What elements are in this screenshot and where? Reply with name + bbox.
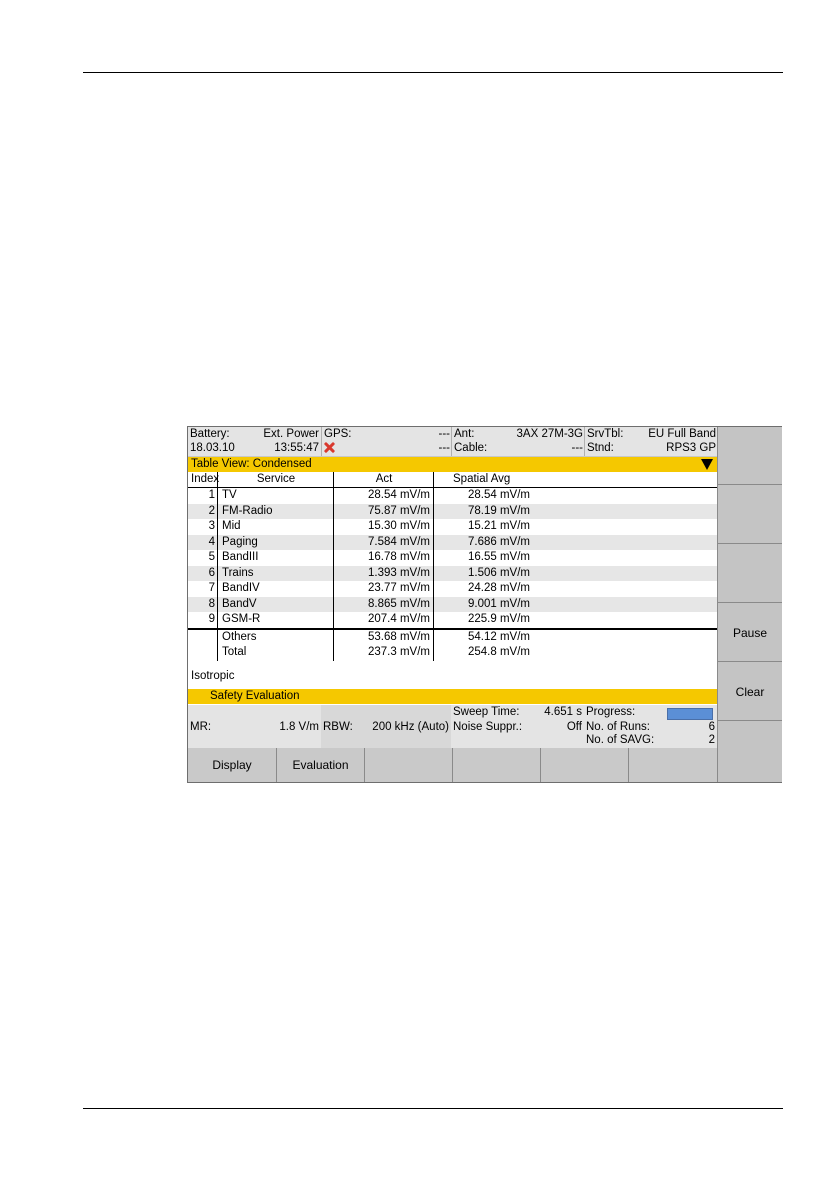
table-row[interactable] (188, 612, 717, 630)
header-act: Act (335, 472, 434, 487)
row-act: 1.393 mV/m (335, 566, 434, 582)
row-service: BandIII (219, 550, 334, 566)
row-avg: 1.506 mV/m (468, 566, 530, 579)
status-gps-cell (321, 427, 452, 456)
row-act: 53.68 mV/m (335, 630, 434, 646)
row-index: 8 (188, 597, 218, 613)
progress-fill (668, 709, 712, 719)
row-act: 8.865 mV/m (335, 597, 434, 613)
side-softkey-1[interactable] (718, 427, 782, 485)
mr-cell (188, 705, 321, 748)
row-index: 9 (188, 612, 218, 628)
row-service: Trains (219, 566, 334, 582)
status-antenna-cell (451, 427, 585, 456)
date-value: 18.03.10 (190, 442, 235, 454)
header-index: Index (188, 472, 218, 487)
row-service: FM-Radio (219, 504, 334, 520)
softkey-3[interactable] (364, 748, 452, 782)
stnd-value: RPS3 GP (666, 442, 716, 454)
table-row-others[interactable] (188, 630, 717, 646)
noise-suppr-label: Noise Suppr.: (453, 721, 523, 733)
table-row[interactable] (188, 597, 717, 613)
srvtbl-value: EU Full Band (648, 428, 716, 440)
header-service: Service (219, 472, 334, 487)
srvtbl-label: SrvTbl: (587, 428, 624, 440)
progress-label: Progress: (586, 706, 636, 718)
row-avg: 15.21 mV/m (468, 520, 530, 532)
battery-label: Battery: (190, 428, 230, 440)
table-row[interactable] (188, 581, 717, 597)
measurement-info-panel (188, 705, 717, 748)
safety-evaluation-title: Safety Evaluation (210, 690, 300, 702)
time-value: 13:55:47 (274, 442, 319, 454)
savg-value: 2 (708, 734, 715, 746)
table-header-row (188, 472, 717, 488)
cable-label: Cable: (454, 442, 488, 454)
row-index: 1 (188, 488, 218, 504)
runs-value: 6 (708, 721, 715, 733)
table-row[interactable] (188, 504, 717, 520)
row-act: 7.584 mV/m (335, 535, 434, 551)
savg-label: No. of SAVG: (586, 734, 655, 746)
row-service: GSM-R (219, 612, 334, 628)
table-row[interactable] (188, 550, 717, 566)
row-act: 23.77 mV/m (335, 581, 434, 597)
evaluation-softkey[interactable]: Evaluation (276, 748, 364, 782)
row-act: 15.30 mV/m (335, 519, 434, 535)
row-service: Total (219, 645, 334, 661)
instrument-screen (187, 426, 782, 783)
row-index: 7 (188, 581, 218, 597)
isotropic-label: Isotropic (191, 670, 235, 682)
row-service: BandIV (219, 581, 334, 597)
mr-value: 1.8 V/m (279, 721, 319, 733)
page-top-rule (83, 72, 783, 73)
table-row[interactable] (188, 566, 717, 582)
sweep-time-value: 4.651 s (544, 706, 582, 718)
main-area (188, 427, 717, 782)
ext-power-label: Ext. Power (263, 428, 319, 440)
stnd-label: Stnd: (587, 442, 614, 454)
gps-label: GPS: (324, 428, 352, 440)
row-index: 5 (188, 550, 218, 566)
gps-value-2: --- (438, 442, 450, 454)
gps-error-icon (324, 442, 335, 453)
row-avg: 16.55 mV/m (468, 551, 530, 563)
row-index: 4 (188, 535, 218, 551)
row-service: BandV (219, 597, 334, 613)
row-avg: 225.9 mV/m (468, 613, 530, 625)
row-avg: 28.54 mV/m (468, 489, 530, 501)
row-avg: 24.28 mV/m (468, 582, 530, 594)
softkey-5[interactable] (540, 748, 628, 782)
sweep-time-label: Sweep Time: (453, 706, 520, 718)
softkey-bar (188, 748, 717, 782)
row-avg: 78.19 mV/m (468, 504, 530, 517)
row-index: 6 (188, 566, 218, 582)
table-row[interactable] (188, 535, 717, 551)
page-bottom-rule (83, 1108, 783, 1109)
side-softkey-panel (717, 427, 782, 782)
progress-cell (584, 705, 717, 748)
pause-button[interactable]: Pause (718, 604, 782, 662)
row-act: 28.54 mV/m (335, 488, 434, 504)
header-spatial-avg: Spatial Avg (453, 473, 511, 485)
safety-evaluation-bar (188, 689, 717, 704)
row-index (188, 630, 218, 646)
mr-label: MR: (190, 721, 212, 733)
cable-value: --- (571, 442, 583, 454)
row-index: 3 (188, 519, 218, 535)
table-view-title: Table View: Condensed (191, 458, 312, 470)
row-avg: 7.686 mV/m (468, 535, 530, 548)
dropdown-triangle-icon[interactable] (701, 459, 713, 470)
noise-suppr-value: Off (566, 721, 582, 733)
display-softkey[interactable]: Display (188, 748, 276, 782)
table-row[interactable] (188, 519, 717, 535)
table-view-selector[interactable] (188, 457, 717, 472)
clear-button[interactable]: Clear (718, 663, 782, 721)
sweep-cell (451, 705, 584, 748)
table-row[interactable] (188, 488, 717, 504)
ant-value: 3AX 27M-3G (516, 428, 583, 440)
progress-bar (667, 708, 713, 720)
status-service-table-cell (584, 427, 718, 456)
row-service: Others (219, 630, 334, 646)
row-avg: 54.12 mV/m (468, 630, 530, 643)
row-act: 237.3 mV/m (335, 645, 434, 661)
softkey-4[interactable] (452, 748, 540, 782)
row-avg: 254.8 mV/m (468, 646, 530, 658)
row-service: TV (219, 488, 334, 504)
side-softkey-6[interactable] (718, 722, 782, 782)
row-index (188, 645, 218, 661)
table-row-total[interactable] (188, 645, 717, 661)
side-softkey-3[interactable] (718, 545, 782, 603)
rbw-value: 200 kHz (Auto) (372, 721, 449, 733)
row-service: Mid (219, 519, 334, 535)
status-battery-cell (188, 427, 321, 456)
row-service: Paging (219, 535, 334, 551)
side-softkey-2[interactable] (718, 486, 782, 544)
row-act: 16.78 mV/m (335, 550, 434, 566)
results-table (188, 472, 717, 661)
softkey-6[interactable] (628, 748, 717, 782)
row-avg: 9.001 mV/m (468, 597, 530, 610)
gps-value: --- (438, 428, 450, 440)
ant-label: Ant: (454, 428, 475, 440)
runs-label: No. of Runs: (586, 721, 650, 733)
row-act: 207.4 mV/m (335, 612, 434, 628)
rbw-label: RBW: (323, 721, 353, 733)
row-act: 75.87 mV/m (335, 504, 434, 520)
row-index: 2 (188, 504, 218, 520)
rbw-cell (321, 705, 451, 748)
status-bar (188, 427, 717, 457)
